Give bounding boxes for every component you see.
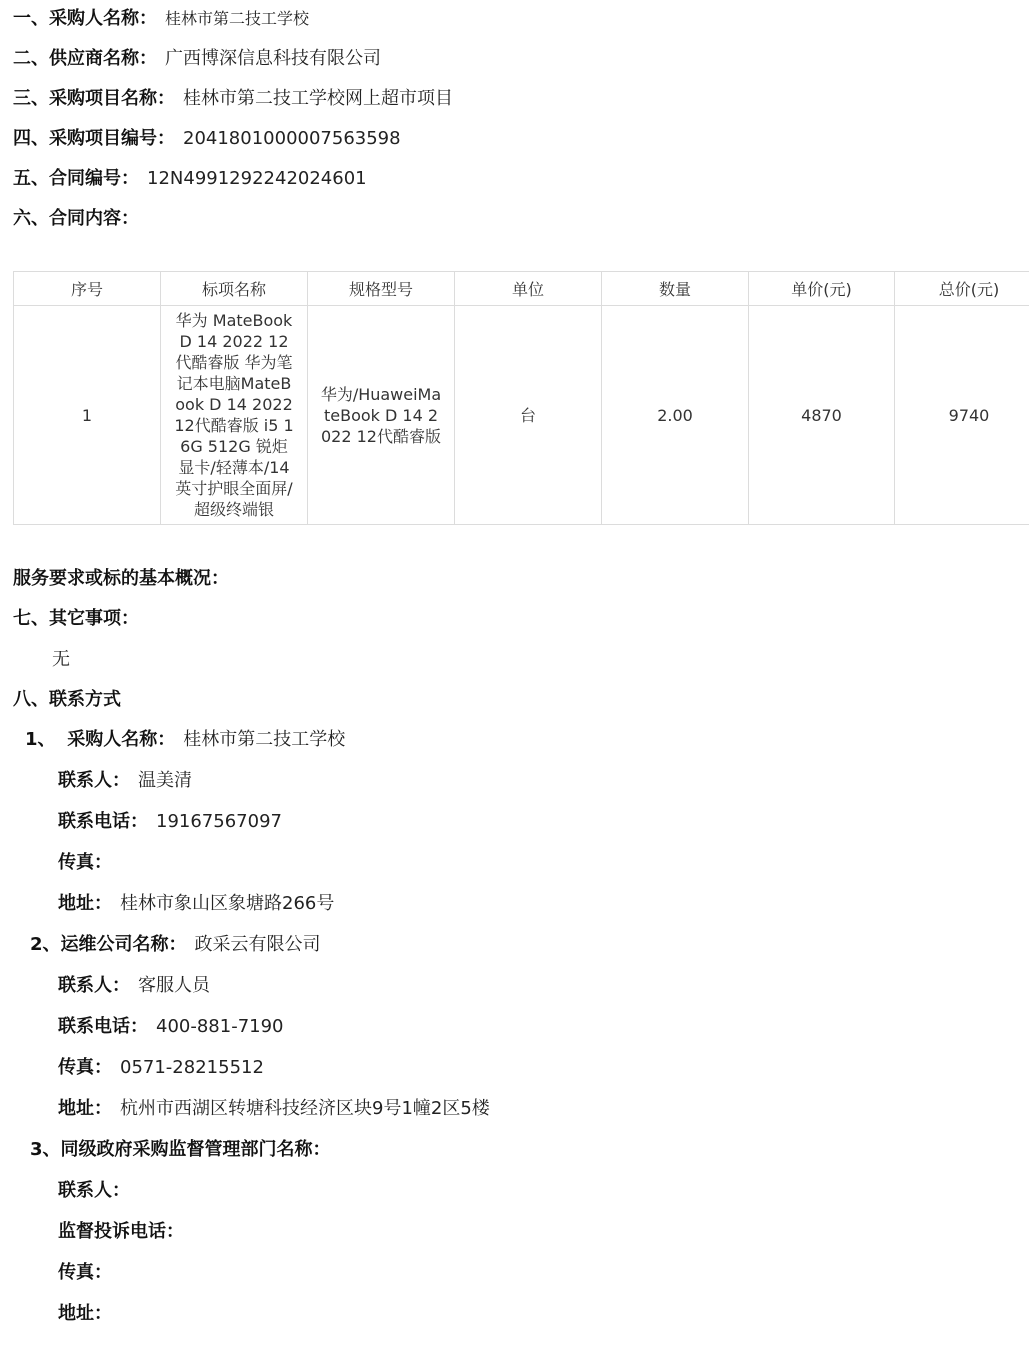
other-label: 七、其它事项： <box>13 608 139 629</box>
cell-item-name: 华为 MateBook D 14 2022 12代酷睿版 华为笔记本电脑MateBook D 14 2022 12代酷睿版 i5 16G 512G 锐炬显卡/轻薄本/14英寸护眼全面屏/超级终端银 <box>161 306 308 525</box>
header-unit-price: 单价(元) <box>749 272 895 306</box>
contact-operator-phone-label: 联系电话： <box>58 1016 148 1037</box>
supplier-value: 广西博深信息科技有限公司 <box>165 48 381 69</box>
supplier-row <box>13 47 381 71</box>
contact-operator-person-label: 联系人： <box>58 975 130 996</box>
header-total-price: 总价(元) <box>895 272 1029 306</box>
contact-purchaser-phone-row <box>58 810 282 834</box>
contact-purchaser-address-label: 地址： <box>58 893 112 914</box>
contact-purchaser-name-row <box>25 728 345 752</box>
project-name-row <box>13 87 453 111</box>
contact-purchaser-fax-label: 传真： <box>58 852 112 873</box>
contact-purchaser-name: 桂林市第二技工学校 <box>183 729 346 750</box>
project-name-value: 桂林市第二技工学校网上超市项目 <box>183 88 453 109</box>
contact-purchaser-phone: 19167567097 <box>156 811 282 832</box>
contact-operator-person: 客服人员 <box>138 975 210 996</box>
header-quantity: 数量 <box>602 272 749 306</box>
contact-operator-person-row <box>58 974 210 998</box>
contract-content-label: 六、合同内容： <box>13 208 139 229</box>
purchaser-value: 桂林市第二技工学校 <box>165 9 310 28</box>
other-value-row <box>52 648 70 672</box>
contact-supervisor-address-row <box>58 1302 112 1326</box>
contact-operator-fax: 0571-28215512 <box>120 1057 264 1078</box>
contract-content-row <box>13 207 139 231</box>
contact-supervisor-name-row <box>30 1138 331 1162</box>
cell-spec: 华为/HuaweiMateBook D 14 2022 12代酷睿版 <box>308 306 455 525</box>
contact-supervisor-phone-label: 监督投诉电话： <box>58 1221 184 1242</box>
contact-operator-fax-row <box>58 1056 264 1080</box>
contact-operator-index: 2、 <box>30 934 61 955</box>
cell-unit-price: 4870 <box>749 306 895 525</box>
table-header-row <box>14 272 1029 306</box>
contact-purchaser-phone-label: 联系电话： <box>58 811 148 832</box>
contact-purchaser-person-row <box>58 769 192 793</box>
contact-row <box>13 688 121 712</box>
contact-purchaser-person: 温美清 <box>138 770 192 791</box>
contact-supervisor-person-row <box>58 1179 130 1203</box>
cell-unit: 台 <box>455 306 602 525</box>
project-no-value: 2041801000007563598 <box>183 128 401 149</box>
contract-table <box>13 271 1029 525</box>
supplier-label: 二、供应商名称： <box>13 48 157 69</box>
contact-operator-name: 政采云有限公司 <box>194 934 321 955</box>
contact-operator-address-label: 地址： <box>58 1098 112 1119</box>
contact-purchaser-address: 桂林市象山区象塘路266号 <box>120 893 335 914</box>
contact-supervisor-person-label: 联系人： <box>58 1180 130 1201</box>
contact-label: 八、联系方式 <box>13 689 121 710</box>
contact-purchaser-index: 1、 <box>25 729 56 750</box>
contact-supervisor-address-label: 地址： <box>58 1303 112 1324</box>
project-name-label: 三、采购项目名称： <box>13 88 175 109</box>
contact-operator-phone-row <box>58 1015 284 1039</box>
cell-quantity: 2.00 <box>602 306 749 525</box>
contact-purchaser-person-label: 联系人： <box>58 770 130 791</box>
other-row <box>13 607 139 631</box>
purchaser-label: 一、采购人名称： <box>13 8 157 29</box>
contact-operator-name-label: 运维公司名称： <box>60 934 187 955</box>
contact-supervisor-fax-label: 传真： <box>58 1262 112 1283</box>
project-no-label: 四、采购项目编号： <box>13 128 175 149</box>
contract-no-label: 五、合同编号： <box>13 168 139 189</box>
service-row <box>13 567 229 591</box>
contact-operator-address: 杭州市西湖区转塘科技经济区块9号1幢2区5楼 <box>120 1098 490 1119</box>
contact-purchaser-address-row <box>58 892 334 916</box>
cell-no: 1 <box>14 306 161 525</box>
contact-supervisor-index: 3、 <box>30 1139 61 1160</box>
project-no-row <box>13 127 401 151</box>
contract-no-row <box>13 167 367 191</box>
contact-supervisor-fax-row <box>58 1261 112 1285</box>
contact-purchaser-fax-row <box>58 851 120 875</box>
contact-operator-name-row <box>30 933 321 957</box>
cell-total-price: 9740 <box>895 306 1029 525</box>
contact-supervisor-name-label: 同级政府采购监督管理部门名称： <box>60 1139 331 1160</box>
other-value: 无 <box>52 649 70 670</box>
header-no: 序号 <box>14 272 161 306</box>
contract-no-value: 12N4991292242024601 <box>147 168 367 189</box>
service-label: 服务要求或标的基本概况： <box>13 568 229 589</box>
header-spec: 规格型号 <box>308 272 455 306</box>
contact-operator-phone: 400-881-7190 <box>156 1016 284 1037</box>
contact-purchaser-name-label: 采购人名称： <box>67 729 176 750</box>
contact-supervisor-phone-row <box>58 1220 184 1244</box>
header-item-name: 标项名称 <box>161 272 308 306</box>
purchaser-row <box>13 7 309 31</box>
contact-operator-fax-label: 传真： <box>58 1057 112 1078</box>
header-unit: 单位 <box>455 272 602 306</box>
table-row <box>14 306 1029 525</box>
contact-operator-address-row <box>58 1097 490 1121</box>
